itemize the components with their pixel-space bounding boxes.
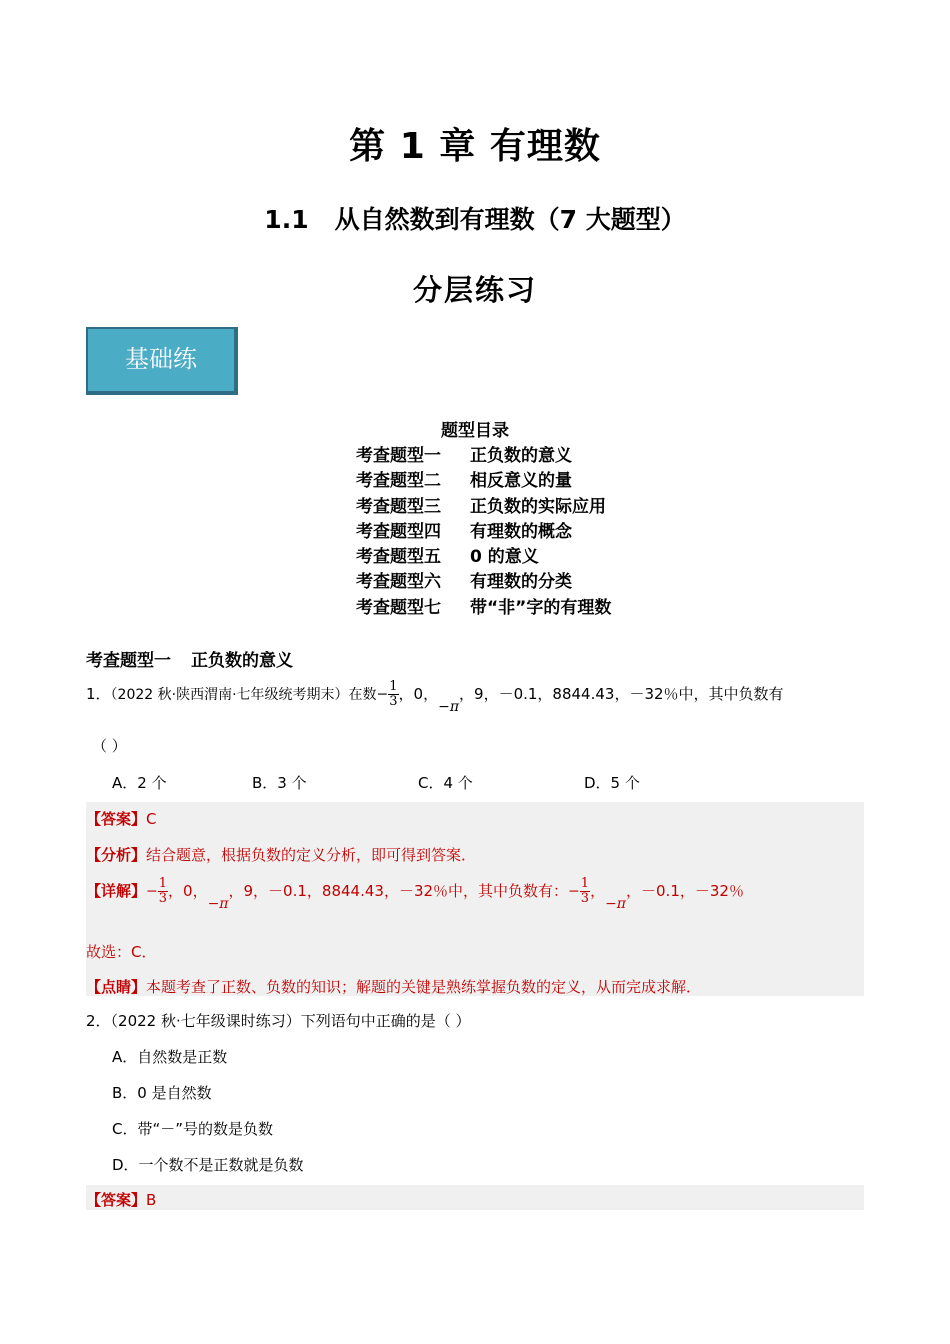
- detail-sep: ，: [590, 882, 606, 900]
- fraction: [580, 877, 590, 906]
- detail-end: ，－0.1，－32％: [626, 882, 744, 900]
- option-b: B．0 是自然数: [112, 1084, 212, 1102]
- fraction: [158, 877, 168, 906]
- toc-item: [356, 593, 611, 618]
- fraction: [388, 680, 398, 709]
- question-text: （2022 秋·七年级课时练习）下列语句中正确的是（ ）: [110, 1012, 471, 1030]
- neg-pi: −π: [438, 699, 460, 715]
- toc-item-topic: 相反意义的量: [470, 471, 572, 492]
- detail-line: [86, 876, 744, 912]
- toc-item-topic: 正负数的意义: [470, 446, 572, 466]
- neg-pi: −π: [207, 896, 229, 912]
- toc-item-topic: 带“非”字的有理数: [470, 597, 612, 618]
- toc-item: [356, 466, 611, 491]
- option-b: B．3 个: [252, 774, 307, 792]
- chapter-title: 第 1 章 有理数: [349, 126, 601, 167]
- comment-text: 本题考查了正数、负数的知识；解题的关键是熟练掌握负数的定义，从而完成求解．: [146, 978, 702, 996]
- toc-item-key: 考查题型二: [356, 471, 441, 492]
- toc-heading: 题型目录: [441, 421, 509, 441]
- toc-item-key: 考查题型四: [356, 521, 441, 542]
- fraction-numerator: 1: [580, 876, 590, 891]
- answer-block: [86, 1185, 864, 1210]
- option-c: C．4 个: [418, 774, 473, 792]
- analysis-line: [86, 844, 476, 865]
- question-number: 2．: [86, 1012, 111, 1030]
- type-heading-key: 考查题型一: [86, 651, 171, 671]
- question-sep: ，0，: [398, 685, 439, 703]
- minus-sign: −: [376, 686, 389, 703]
- toc-item-key: 考查题型三: [356, 496, 441, 517]
- toc-item: [356, 542, 611, 567]
- question-1: [86, 679, 784, 715]
- analysis-tag: 【分析】: [86, 846, 147, 864]
- fraction-denominator: 3: [580, 891, 590, 906]
- answer-block: [86, 802, 864, 996]
- analysis-text: 结合题意，根据负数的定义分析，即可得到答案．: [146, 846, 477, 864]
- option-a: A．自然数是正数: [112, 1048, 228, 1066]
- section-title: [0, 200, 950, 236]
- option-c: C．带“－”号的数是负数: [112, 1120, 274, 1138]
- question-2: [86, 1010, 471, 1031]
- detail-tag: 【详解】: [86, 882, 147, 900]
- option-d: D．5 个: [584, 774, 640, 792]
- minus-sign: −: [146, 883, 158, 900]
- answer-value: B: [146, 1191, 157, 1209]
- answer-tag: 【答案】: [86, 810, 147, 828]
- toc-item-topic: 有理数的分类: [470, 572, 572, 593]
- question-source: （2022 秋·陕西渭南·七年级统考期末）在数: [110, 687, 377, 703]
- option-d: D．一个数不是正数就是负数: [112, 1156, 304, 1174]
- answer-tag: 【答案】: [86, 1191, 147, 1209]
- question-number: 1．: [86, 685, 111, 703]
- section-number: 1.1: [264, 205, 309, 234]
- fraction-denominator: 3: [389, 694, 398, 709]
- toc-item-key: 考查题型五: [356, 547, 441, 568]
- toc-item: [356, 517, 611, 542]
- fraction-numerator: 1: [158, 876, 168, 891]
- detail-text: ，9，－0.1，8844.43，－32％中，其中负数有：: [228, 882, 569, 900]
- detail-sep: ，0，: [168, 882, 208, 900]
- toc-item-key: 考查题型七: [356, 597, 441, 618]
- toc-item-topic: 正负数的实际应用: [470, 496, 606, 517]
- toc-list: [356, 441, 611, 618]
- neg-pi: −π: [605, 896, 627, 912]
- level-badge: 基础练: [86, 327, 238, 395]
- question-rest: ，9，－0.1，8844.43，－32％中，其中负数有: [459, 685, 784, 703]
- toc-item: [356, 441, 611, 466]
- section-title-text: 从自然数到有理数（7 大题型）: [334, 205, 686, 234]
- answer-line: [86, 1189, 156, 1210]
- choice-line: 故选：C．: [86, 943, 157, 961]
- option-a: A．2 个: [112, 774, 167, 792]
- answer-value: C: [146, 810, 157, 828]
- minus-sign: −: [568, 883, 580, 900]
- toc-item: [356, 492, 611, 517]
- type-heading-topic: 正负数的意义: [191, 651, 293, 671]
- toc-item-topic: 有理数的概念: [470, 521, 572, 542]
- toc-item-key: 考查题型六: [356, 572, 441, 593]
- toc-item: [356, 567, 611, 592]
- answer-paren: （ ）: [92, 737, 127, 755]
- answer-line: [86, 808, 157, 829]
- fraction-denominator: 3: [158, 891, 168, 906]
- subtitle: 分层练习: [412, 273, 537, 307]
- comment-line: [86, 976, 701, 997]
- type-heading: [86, 646, 293, 671]
- toc-item-key: 考查题型一: [356, 446, 441, 466]
- fraction-numerator: 1: [389, 679, 398, 694]
- comment-tag: 【点睛】: [86, 978, 147, 996]
- toc-item-topic: 0 的意义: [470, 547, 539, 568]
